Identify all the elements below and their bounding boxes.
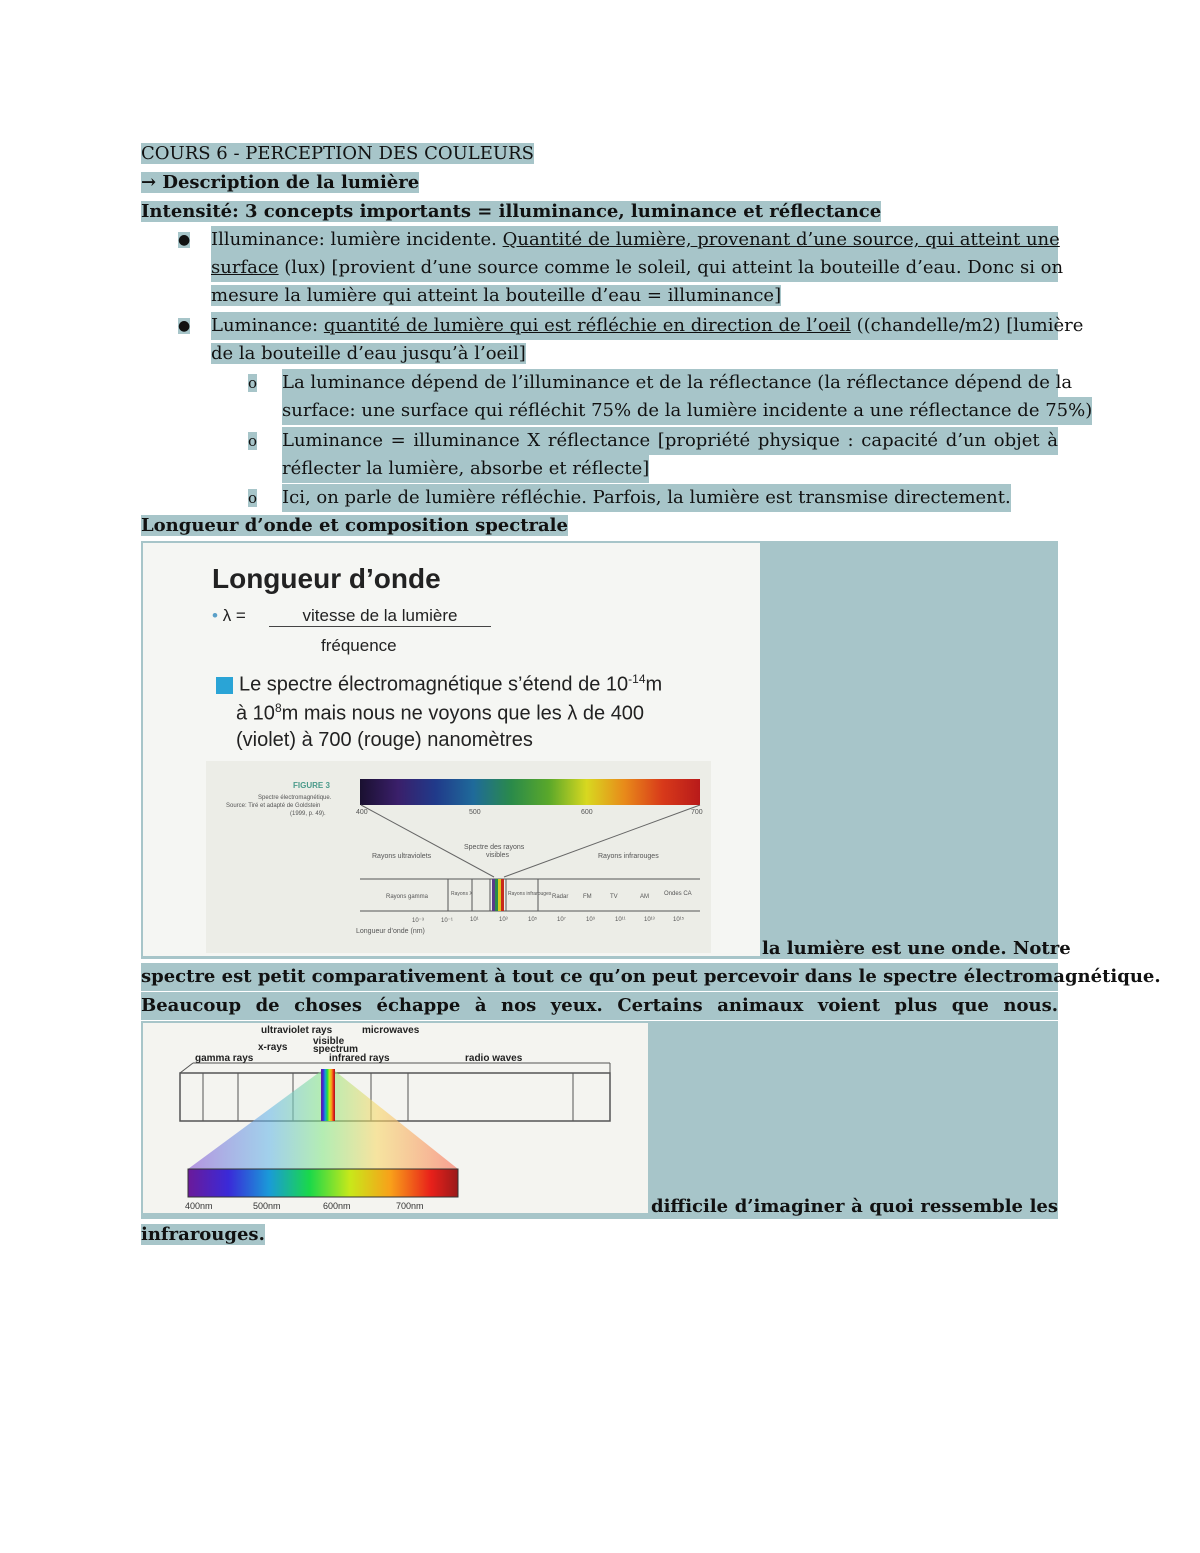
figure-3-caption2: Source: Tiré et adapté de Goldstein bbox=[226, 803, 321, 809]
band-radar: Radar bbox=[552, 894, 569, 900]
slide-para-line2: à $10^8m$ mais nous ne voyons que les λ de 400 bbox=[236, 701, 645, 725]
intensite-heading: Intensité: 3 concepts importants = illuminance, luminance et réflectance bbox=[141, 201, 882, 222]
figure-3-label: FIGURE 3 bbox=[293, 781, 330, 790]
ir-label: Rayons infrarouges bbox=[598, 853, 659, 860]
spectrum-diagram-graphic bbox=[143, 1023, 648, 1213]
band-ca: Ondes CA bbox=[664, 891, 692, 897]
page-title: COURS 6 - PERCEPTION DES COULEURS bbox=[141, 143, 534, 164]
spectrum-diagram bbox=[143, 1023, 648, 1213]
slide-denominator: fréquence bbox=[321, 636, 397, 655]
btick-3: 10³ bbox=[499, 917, 508, 923]
slide-para-line3: (violet) à 700 (rouge) nanomètres bbox=[236, 729, 533, 751]
subtitle: → Description de la lumière bbox=[141, 172, 420, 193]
btick-8: 10¹³ bbox=[644, 917, 655, 923]
band-x: Rayons X bbox=[451, 891, 473, 897]
after-fig2-line1: difficile d’imaginer à quoi ressemble les bbox=[651, 1196, 1058, 1217]
band-ir: Rayons infrarouges bbox=[508, 891, 552, 897]
illuminance-line3: mesure la lumière qui atteint la bouteille d’eau = illuminance] bbox=[211, 285, 782, 306]
btick-1: 10⁻¹ bbox=[441, 918, 453, 924]
btick-2: 10¹ bbox=[470, 917, 479, 923]
after-fig1-line2: spectre est petit comparativement à tout ce qu’on peut percevoir dans le spectre électromagnétique. bbox=[141, 963, 1058, 991]
infrared-label: infrared rays bbox=[329, 1053, 390, 1064]
visible-label: visible bbox=[313, 1036, 345, 1047]
sub-item-2-line2: réflecter la lumière, absorbe et réflecte] bbox=[282, 455, 649, 483]
btick-4: 10⁵ bbox=[528, 917, 538, 923]
xrays-label: x-rays bbox=[258, 1042, 288, 1053]
tick-700: 700 bbox=[691, 809, 703, 816]
tick-600nm: 600nm bbox=[323, 1201, 351, 1211]
bullet-icon: ● bbox=[178, 318, 191, 334]
btick-7: 10¹¹ bbox=[615, 917, 626, 923]
sub-item-2-line1: Luminance = illuminance X réflectance [propriété physique : capacité d’un objet à bbox=[282, 427, 1058, 455]
radio-waves-label: radio waves bbox=[465, 1053, 523, 1064]
slide-para-line1: Le spectre électromagnétique s’étend de $10^{-14}m$ bbox=[239, 672, 663, 696]
figure-3-caption1: Spectre électromagnétique. bbox=[258, 795, 332, 801]
visible-label-1: Spectre des rayons bbox=[464, 844, 525, 851]
tick-700nm: 700nm bbox=[396, 1201, 424, 1211]
slide-image bbox=[143, 543, 760, 956]
uv-rays-label: ultraviolet rays bbox=[261, 1025, 333, 1036]
after-fig2-line2: infrarouges. bbox=[141, 1224, 265, 1245]
slide-lambda: • λ = bbox=[212, 606, 246, 625]
microwaves-label: microwaves bbox=[362, 1025, 420, 1036]
circle-bullet-icon: o bbox=[248, 489, 258, 507]
axis-label: Longueur d’onde (nm) bbox=[356, 928, 425, 935]
tick-500nm: 500nm bbox=[253, 1201, 281, 1211]
illuminance-line2: surface (lux) [provient d’une source comme le soleil, qui atteint la bouteille d’eau. Donc si on bbox=[211, 254, 1058, 282]
slide-heading: Longueur d’onde bbox=[212, 563, 441, 594]
figure-3-caption3: (1999, p. 49). bbox=[290, 811, 326, 817]
visible-label-2: visibles bbox=[486, 852, 509, 859]
bullet-icon: ● bbox=[178, 232, 191, 248]
band-fm: FM bbox=[583, 894, 592, 900]
luminance-line1: Luminance: quantité de lumière qui est réfléchie en direction de l’oeil ((chandelle/m2) [lumière bbox=[211, 312, 1058, 340]
tick-600: 600 bbox=[581, 809, 593, 816]
tick-400: 400 bbox=[356, 809, 368, 816]
spectrum-label: spectrum bbox=[313, 1044, 359, 1055]
square-bullet-icon bbox=[216, 677, 233, 694]
gamma-rays-label: gamma rays bbox=[195, 1053, 254, 1064]
sub-item-1-line1: La luminance dépend de l’illuminance et de la réflectance (la réflectance dépend de la bbox=[282, 369, 1058, 397]
after-fig1-line1: la lumière est une onde. Notre bbox=[762, 938, 1071, 959]
btick-0: 10⁻³ bbox=[412, 918, 424, 924]
after-fig1-line3: Beaucoup de choses échappe à nos yeux. Certains animaux voient plus que nous. bbox=[141, 992, 1058, 1020]
figure-3-scan bbox=[206, 761, 711, 953]
luminance-line2: de la bouteille d’eau jusqu’à l’oeil] bbox=[211, 343, 526, 364]
btick-5: 10⁷ bbox=[557, 917, 566, 923]
section-heading-longueur: Longueur d’onde et composition spectrale bbox=[141, 515, 568, 536]
btick-6: 10⁹ bbox=[586, 917, 596, 923]
illuminance-line1: Illuminance: lumière incidente. Quantité de lumière, provenant d’une source, qui atteint une bbox=[211, 226, 1058, 254]
band-am: AM bbox=[640, 894, 649, 900]
tick-500: 500 bbox=[469, 809, 481, 816]
band-tv: TV bbox=[610, 894, 618, 900]
tick-400nm: 400nm bbox=[185, 1201, 213, 1211]
sub-item-1-line2: surface: une surface qui réfléchit 75% de la lumière incidente a une réflectance de 75%) bbox=[282, 397, 1092, 425]
circle-bullet-icon: o bbox=[248, 374, 258, 392]
band-gamma: Rayons gamma bbox=[386, 894, 429, 900]
uv-label: Rayons ultraviolets bbox=[372, 853, 432, 860]
btick-9: 10¹⁵ bbox=[673, 917, 685, 923]
circle-bullet-icon: o bbox=[248, 432, 258, 450]
slide-numerator: vitesse de la lumière bbox=[269, 606, 491, 627]
sub-item-3-line1: Ici, on parle de lumière réfléchie. Parfois, la lumière est transmise directement. bbox=[282, 484, 1011, 512]
